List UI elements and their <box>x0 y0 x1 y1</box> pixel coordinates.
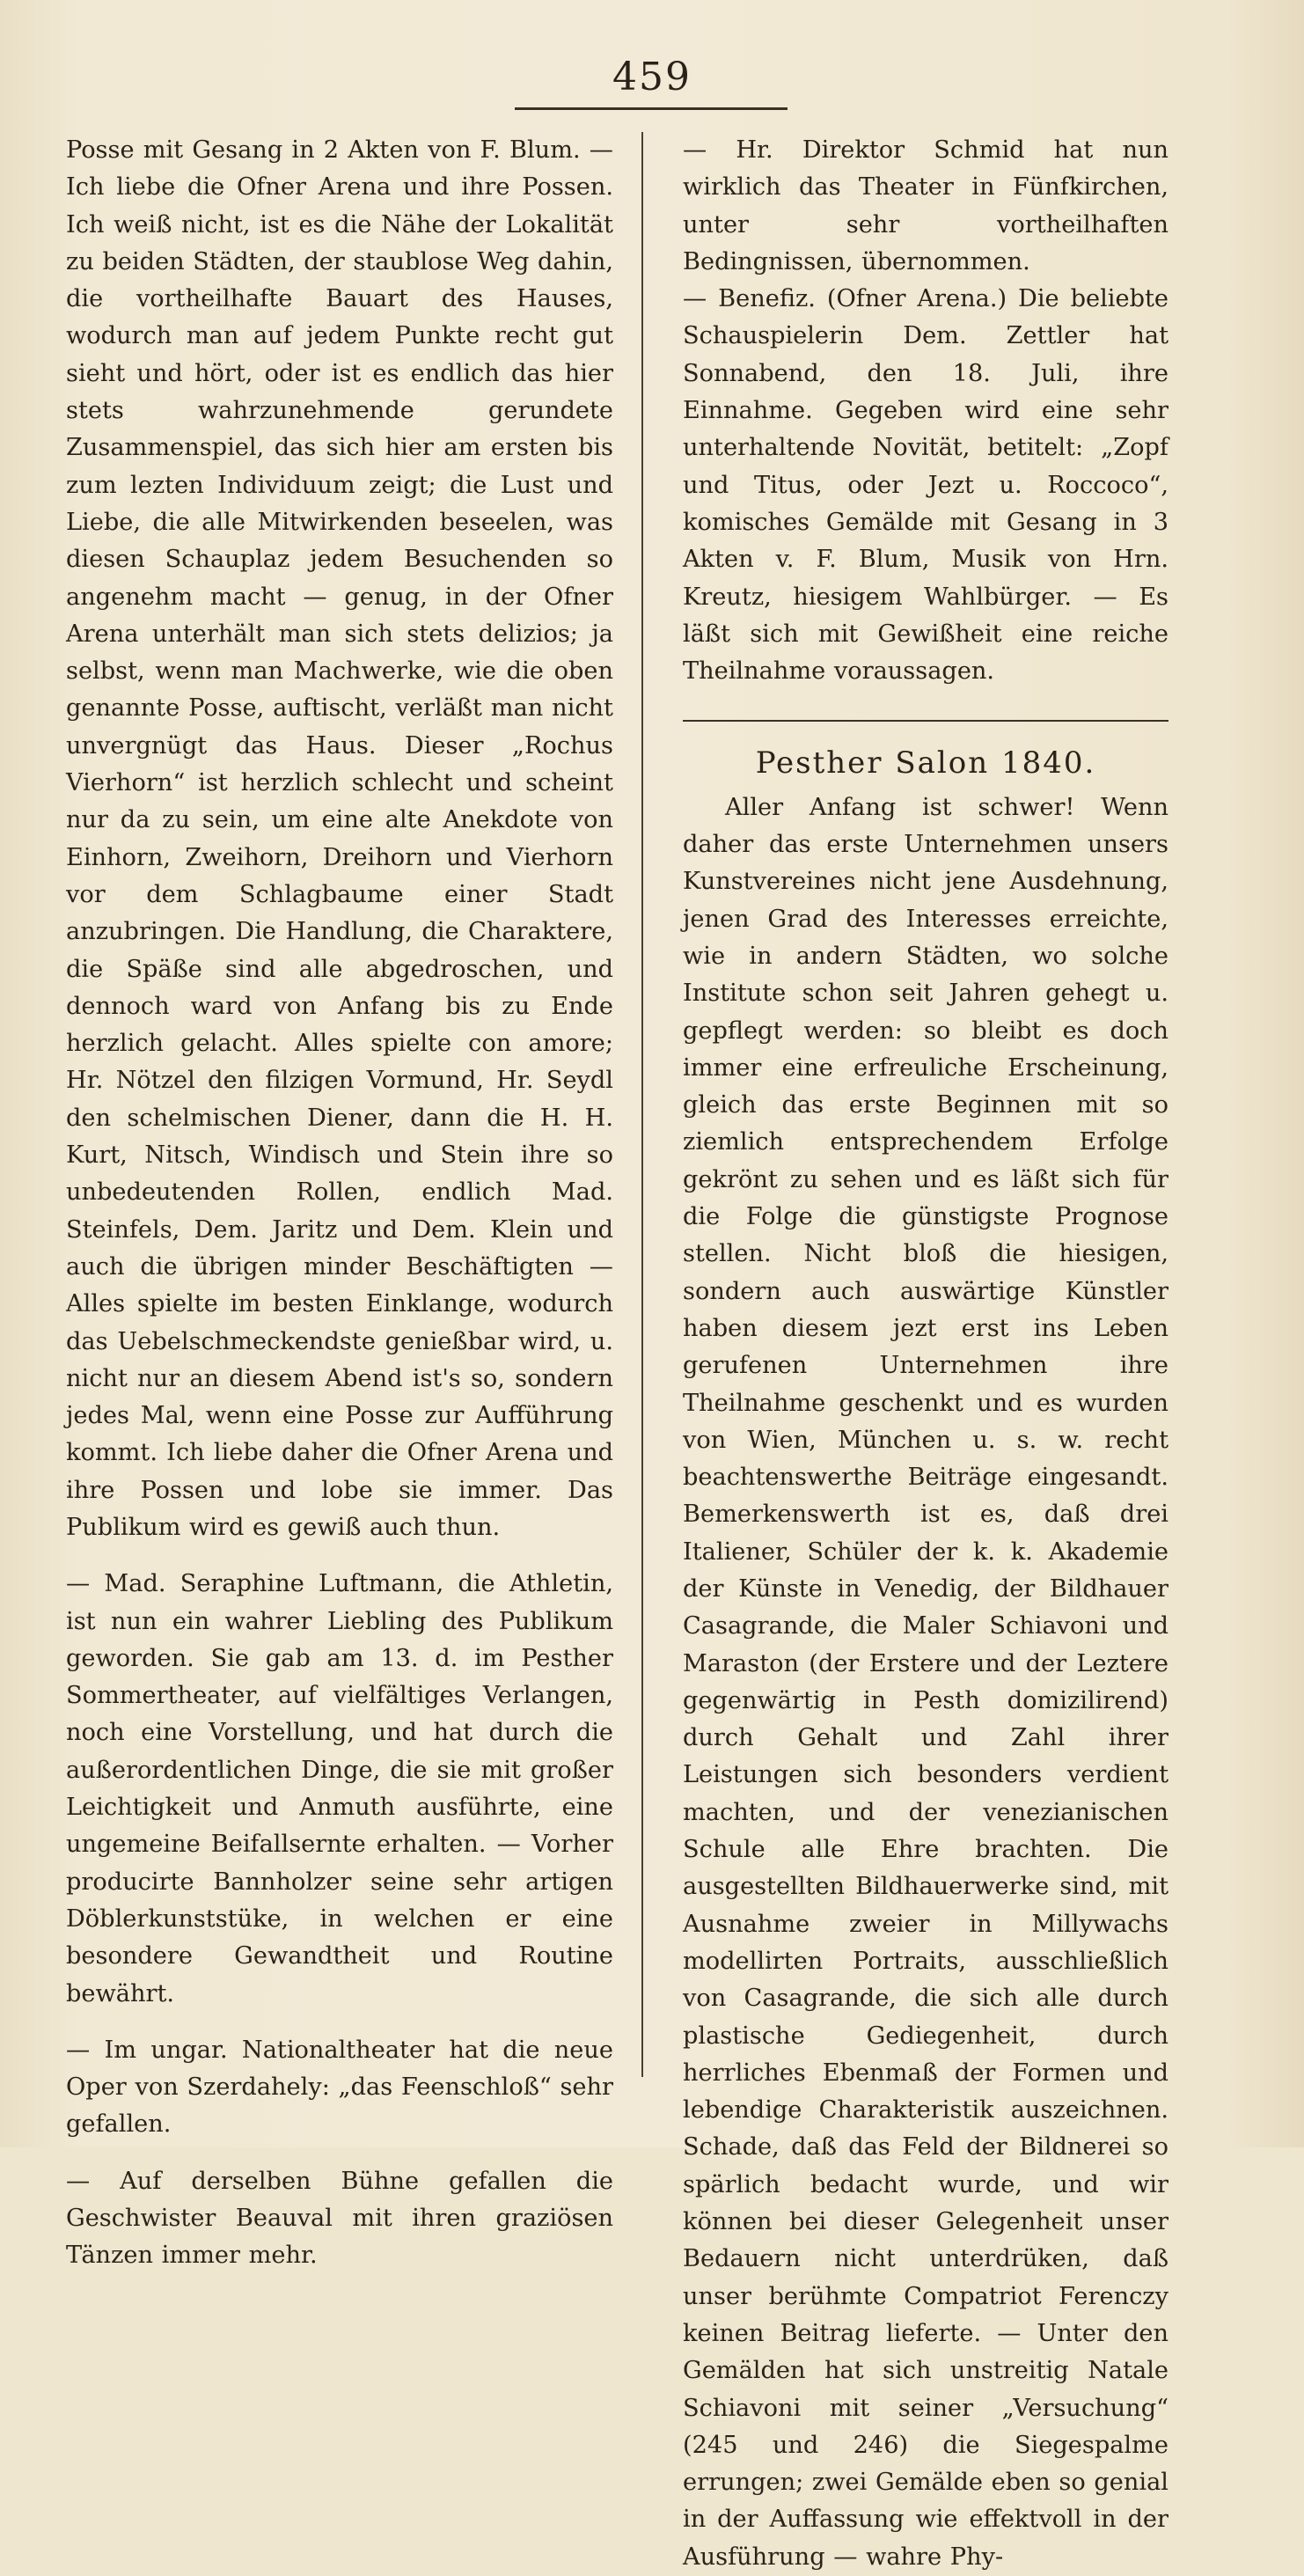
section-paragraph: Aller Anfang ist schwer! Wenn daher das erste Unternehmen unsers Kunstvereines nicht jene Ausdehnung, jenen Grad des Interesses erreichte, wie in andern Städten, wo solche Institute schon seit Jahren gehegt u. gepflegt werden: so bleibt es doch immer eine erfreuliche Erscheinung, gleich das erste Beginnen mit so ziemlich entsprechendem Erfolge gekrönt zu sehen und es läßt sich für die Folge die günstigste Prognose stellen. Nicht bloß die hiesigen, sondern auch auswärtige Künstler haben diesem jezt erst ins Leben gerufenen Unternehmen ihre Theilnahme geschenkt und es wurden von Wien, München u. s. w. recht beachtenswerthe Beiträge eingesandt. Bemerkenswerth ist es, daß drei Italiener, Schüler der k. k. Akademie der Künste in Venedig, der Bildhauer Casagrande, die Maler Schiavoni und Maraston (der Erstere und der Leztere gegenwärtig in Pesth domizilirend) durch Gehalt und Zahl ihrer Leistungen sich besonders verdient machten, und der venezianischen Schule alle Ehre brachten. Die ausgestellten Bildhauerwerke sind, mit Ausnahme zweier in Millywachs modellirten Portraits, ausschließlich von Casagrande, die sich alle durch plastische Gediegenheit, durch herrliches Ebenmaß der Formen und lebendige Charakteristik auszeichnen. Schade, daß das Feld der Bildnerei so spärlich bedacht wurde, und wir können bei dieser Gelegenheit unser Bedauern nicht unterdrüken, daß unser berühmte Compatriot Ferenczy keinen Beitrag lieferte. — Unter den Gemälden hat sich unstreitig Natale Schiavoni mit seiner „Versuchung“ (245 und 246) die Siegespalme errungen; zwei Gemälde eben so genial in der Auffassung wie effektvoll in der Ausführung — wahre Phy- <box>683 793 1168 2571</box>
article-paragraph: — Hr. Direktor Schmid hat nun wirklich das Theater in Fünfkirchen, unter sehr vortheilhaften Bedingnissen, übernommen. <box>683 136 1168 275</box>
article-paragraph: — Mad. Seraphine Luftmann, die Athletin, ist nun ein wahrer Liebling des Publikum geworden. Sie gab am 13. d. im Pesther Sommertheater, auf vielfältiges Verlangen, noch eine Vorstellung, und hat durch die außerordentlichen Dinge, die sie mit großer Leichtigkeit und Anmuth ausführte, eine ungemeine Beifallsernte erhalten. — Vorher producirte Bannholzer seine sehr artigen Döblerkunststüke, in welchen er eine besondere Gewandtheit und Routine bewährt. <box>66 1570 613 2007</box>
article-paragraph: — Auf derselben Bühne gefallen die Geschwister Beauval mit ihren graziösen Tänzen immer mehr. <box>66 2167 613 2270</box>
article-paragraph: — Im ungar. Nationaltheater hat die neue Oper von Szerdahely: „das Feenschloß“ sehr gefallen. <box>66 2036 613 2139</box>
article-paragraph: Posse mit Gesang in 2 Akten von F. Blum. — Ich liebe die Ofner Arena und ihre Possen. Ich weiß nicht, ist es die Nähe der Lokalität zu beiden Städten, der staublose Weg dahin, die vortheilhafte Bauart des Hauses, wodurch man auf jedem Punkte recht gut sieht und hört, oder ist es endlich das hier stets wahrzunehmende gerundete Zusammenspiel, das sich hier am ersten bis zum lezten Individuum zeigt; die Lust und Liebe, die alle Mitwirkenden beseelen, was diesen Schauplaz jedem Besuchenden so angenehm macht — genug, in der Ofner Arena unterhält man sich stets delizios; ja selbst, wenn man Machwerke, wie die oben genannte Posse, auftischt, verläßt man nicht unvergnügt das Haus. Dieser „Rochus Vierhorn“ ist herzlich schlecht und scheint nur da zu sein, um eine alte Anekdote von Einhorn, Zweihorn, Dreihorn und Vierhorn vor dem Schlagbaume einer Stadt anzubringen. Die Handlung, die Charaktere, die Späße sind alle abgedroschen, und dennoch ward von Anfang bis zu Ende herzlich gelacht. Alles spielte con amore; Hr. Nötzel den filzigen Vormund, Hr. Seydl den schelmischen Diener, dann die H. H. Kurt, Nitsch, Windisch und Stein ihre so unbedeutenden Rollen, endlich Mad. Steinfels, Dem. Jaritz und Dem. Klein und auch die übrigen minder Beschäftigten — Alles spielte im besten Einklange, wodurch das Uebelschmeckendste genießbar wird, u. nicht nur an diesem Abend ist's so, sondern jedes Mal, wenn eine Posse zur Aufführung kommt. Ich liebe daher die Ofner Arena und ihre Possen und lobe sie immer. Das Publikum wird es gewiß auch thun. <box>66 136 613 1541</box>
left-column <box>66 132 613 2275</box>
section-title: Pesther Salon 1840. <box>755 745 1096 782</box>
column-divider <box>641 132 643 2077</box>
section-divider <box>683 720 1168 722</box>
page-number: 459 <box>612 55 692 99</box>
article-paragraph: — Benefiz. (Ofner Arena.) Die beliebte Schauspielerin Dem. Zettler hat Sonnabend, den 18. Juli, ihre Einnahme. Gegeben wird eine sehr unterhaltende Novität, betitelt: „Zopf und Titus, oder Jezt u. Roccoco“, komisches Gemälde mit Gesang in 3 Akten v. F. Blum, Musik von Hrn. Kreutz, hiesigem Wahlbürger. — Es läßt sich mit Gewißheit eine reiche Theilnahme voraussagen. <box>683 285 1168 686</box>
right-column <box>683 132 1168 2576</box>
header-rule <box>515 107 788 110</box>
